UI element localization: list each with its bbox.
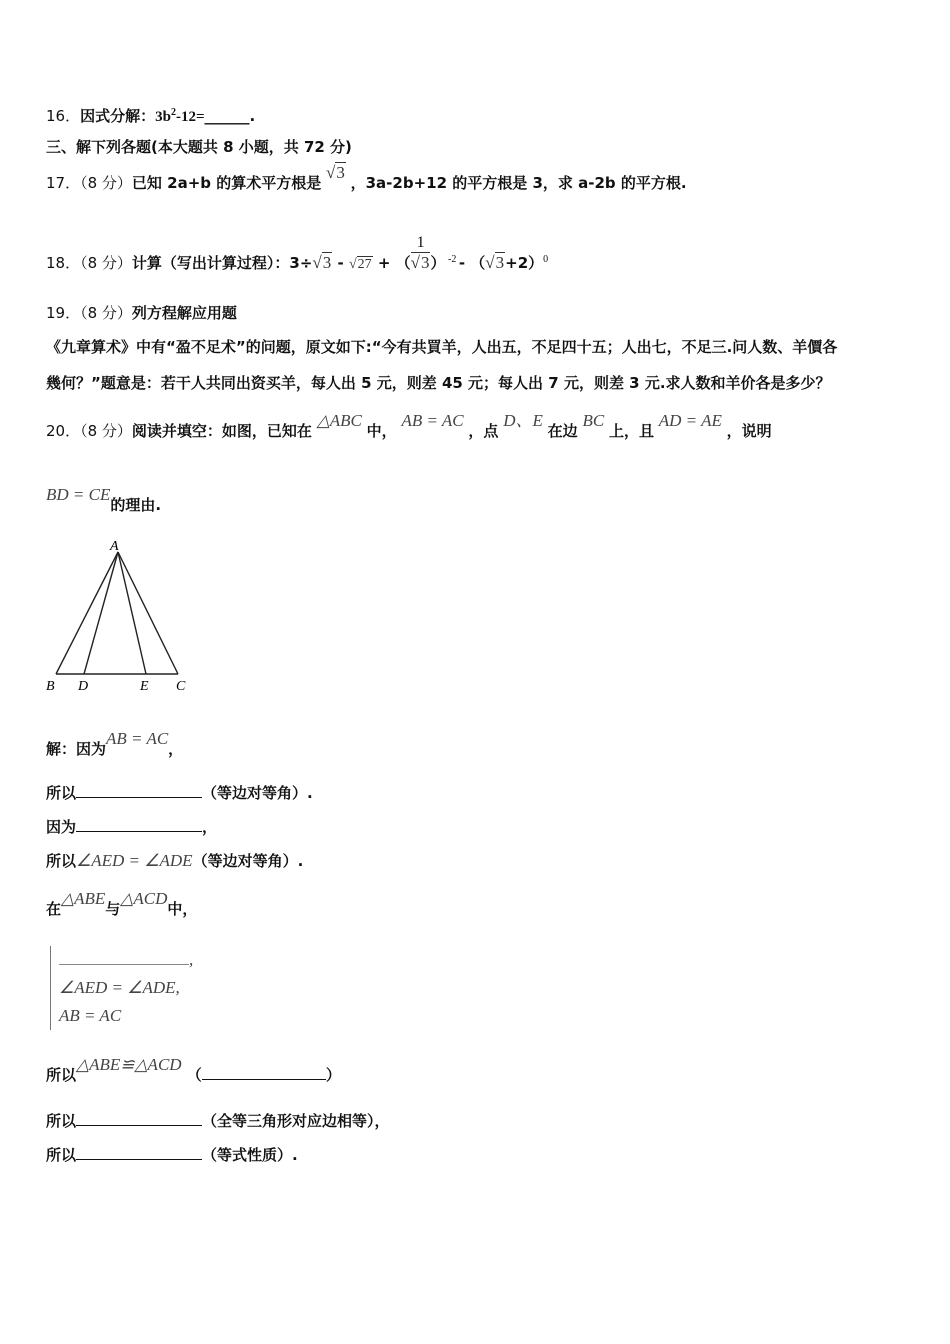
- solution-line-3: 因为 ，: [46, 818, 218, 836]
- label-e: E: [140, 679, 149, 694]
- answer-blank[interactable]: [76, 817, 202, 832]
- side-ab: [56, 552, 118, 674]
- segment-ae: [118, 552, 146, 674]
- solution-line-4: 所以∠AED = ∠ADE（等边对等角）.: [46, 851, 304, 870]
- answer-blank[interactable]: [202, 1065, 326, 1080]
- fraction: $\frac{1}{√3}$: [410, 234, 430, 272]
- condition-brace: , ∠AED = ∠ADE, AB = AC: [50, 946, 193, 1030]
- label-d: D: [78, 679, 89, 694]
- solution-line-5: 在△ABE与△ACD中，: [46, 889, 198, 918]
- sqrt-3: √3: [312, 253, 332, 272]
- label-a: A: [110, 539, 119, 554]
- solution-line-8: 所以 （等式性质）.: [46, 1146, 298, 1164]
- sqrt-27: √27: [348, 257, 372, 272]
- question-19-line1: 《九章算术》中有“盈不足术”的问题，原文如下:“今有共買羊，人出五，不足四十五；人出七，不足三.问人数、羊價各: [46, 338, 838, 356]
- label-b: B: [46, 679, 55, 694]
- question-18: 18．（8 分）计算（写出计算过程）：3÷√3 - √27 + （ $\frac{1}{√3}$ ） $^{-2} - (√3+2)^0$: [46, 234, 549, 272]
- triangle-figure: [40, 536, 200, 694]
- question-number: 16．: [46, 107, 81, 125]
- sqrt-expression: √3: [326, 163, 345, 182]
- question-20: 20．（8 分）阅读并填空：如图，已知在 △ABC 中， AB = AC ，点 D、E 在边 BC 上，且 AD = AE ，说明: [46, 411, 772, 440]
- question-text: 因式分解：: [80, 107, 156, 125]
- side-ac: [118, 552, 178, 674]
- question-19-line2: 幾何？”题意是：若干人共同出资买羊，每人出 5 元，则差 45 元；每人出 7 元，则差 3 元.求人数和羊价各是多少？: [46, 374, 831, 392]
- answer-blank[interactable]: [76, 783, 202, 798]
- question-19: 19．（8 分）列方程解应用题: [46, 304, 237, 322]
- solution-line-6: 所以△ABE≌△ACD （ ）: [46, 1055, 341, 1084]
- answer-blank[interactable]: [59, 952, 189, 965]
- question-17: 17．（8 分）已知 2a+b 的算术平方根是 √3 ，3a-2b+12 的平方根是 3，求 a-2b 的平方根.: [46, 163, 687, 192]
- question-16: 16．因式分解：$3b^2-12=\_\_\_\_\_\_$.: [46, 107, 256, 125]
- answer-blank[interactable]: [76, 1145, 202, 1160]
- solution-line-7: 所以 （全等三角形对应边相等），: [46, 1112, 390, 1130]
- segment-ad: [84, 552, 118, 674]
- label-c: C: [176, 679, 186, 694]
- answer-blank[interactable]: ______: [204, 107, 250, 125]
- question-20-cont: BD = CE的理由.: [46, 485, 162, 514]
- solution-line-2: 所以 （等边对等角）.: [46, 784, 313, 802]
- answer-blank[interactable]: [76, 1111, 202, 1126]
- section-title: 三、解下列各题(本大题共 8 小题，共 72 分): [46, 138, 352, 156]
- solution-line-1: 解：因为AB = AC，: [46, 729, 184, 758]
